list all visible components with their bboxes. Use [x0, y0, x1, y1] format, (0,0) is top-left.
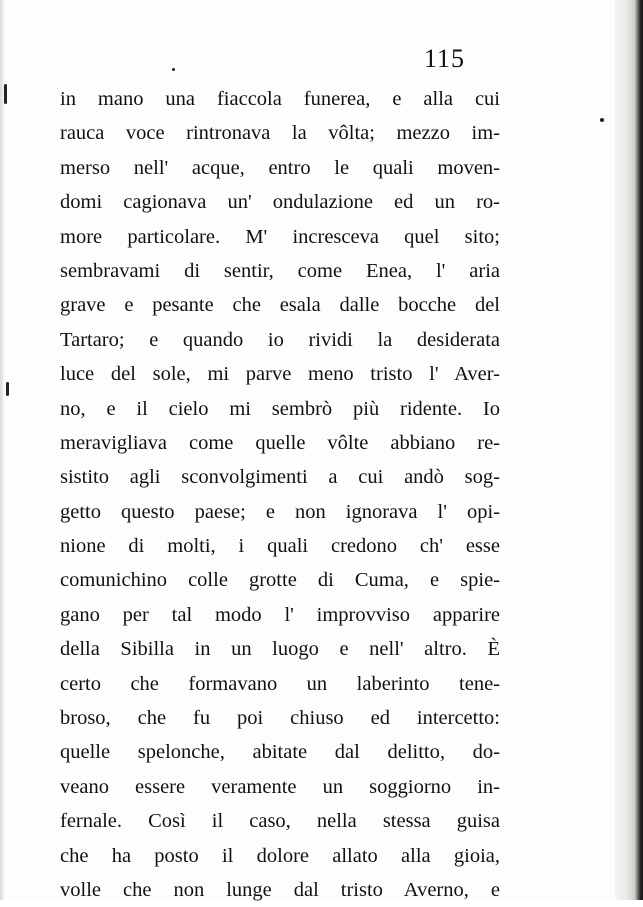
text-line: gano per tal modo l' improvviso apparire: [60, 603, 500, 626]
text-line: in mano una fiaccola funerea, e alla cui: [60, 88, 500, 110]
ink-speck: [172, 68, 175, 71]
text-line: certo che formavano un laberinto tene-: [60, 672, 500, 695]
page-left-edge: [0, 0, 5, 900]
text-line: rauca voce rintronava la vôlta; mezzo im-: [60, 122, 500, 145]
text-line: fernale. Così il caso, nella stessa guisa: [60, 810, 500, 833]
text-line: no, e il cielo mi sembrò più ridente. Io: [60, 397, 500, 420]
text-line: domi cagionava un' ondulazione ed un ro-: [60, 191, 500, 214]
ink-speck: [4, 84, 7, 104]
text-line: grave e pesante che esala dalle bocche del: [60, 294, 500, 317]
ink-speck: [6, 382, 9, 396]
body-text: [60, 82, 500, 907]
text-line: comunichino colle grotte di Cuma, e spie-: [60, 569, 500, 592]
text-line: merso nell' acque, entro le quali moven-: [60, 156, 500, 179]
text-line: volle che non lunge dal tristo Averno, e: [60, 878, 500, 901]
text-line: broso, che fu poi chiuso ed intercetto:: [60, 707, 500, 730]
text-line: nione di molti, i quali credono ch' esse: [60, 535, 500, 558]
text-line: meravigliava come quelle vôlte abbiano re-: [60, 431, 500, 454]
text-line: quelle spelonche, abitate dal delitto, do-: [60, 741, 500, 764]
text-line: Tartaro; e quando io rividi la desiderata: [60, 328, 500, 351]
text-line: che ha posto il dolore allato alla gioia,: [60, 844, 500, 867]
page-number: 115: [424, 44, 466, 73]
text-line: veano essere veramente un soggiorno in-: [60, 775, 500, 798]
page-right-edge-shadow: [615, 0, 643, 900]
ink-speck: [600, 118, 604, 122]
text-line: luce del sole, mi parve meno tristo l' Aver-: [60, 363, 500, 386]
text-line: more particolare. M' increscevа quel sito;: [60, 225, 500, 248]
text-line: sistito agli sconvolgimenti a cui andò sog-: [60, 466, 500, 489]
text-line: sembravami di sentir, come Enea, l' aria: [60, 259, 500, 282]
text-line: getto questo paese; e non ignorava l' opi-: [60, 500, 500, 523]
text-line: della Sibilla in un luogo e nell' altro. È: [60, 638, 500, 661]
